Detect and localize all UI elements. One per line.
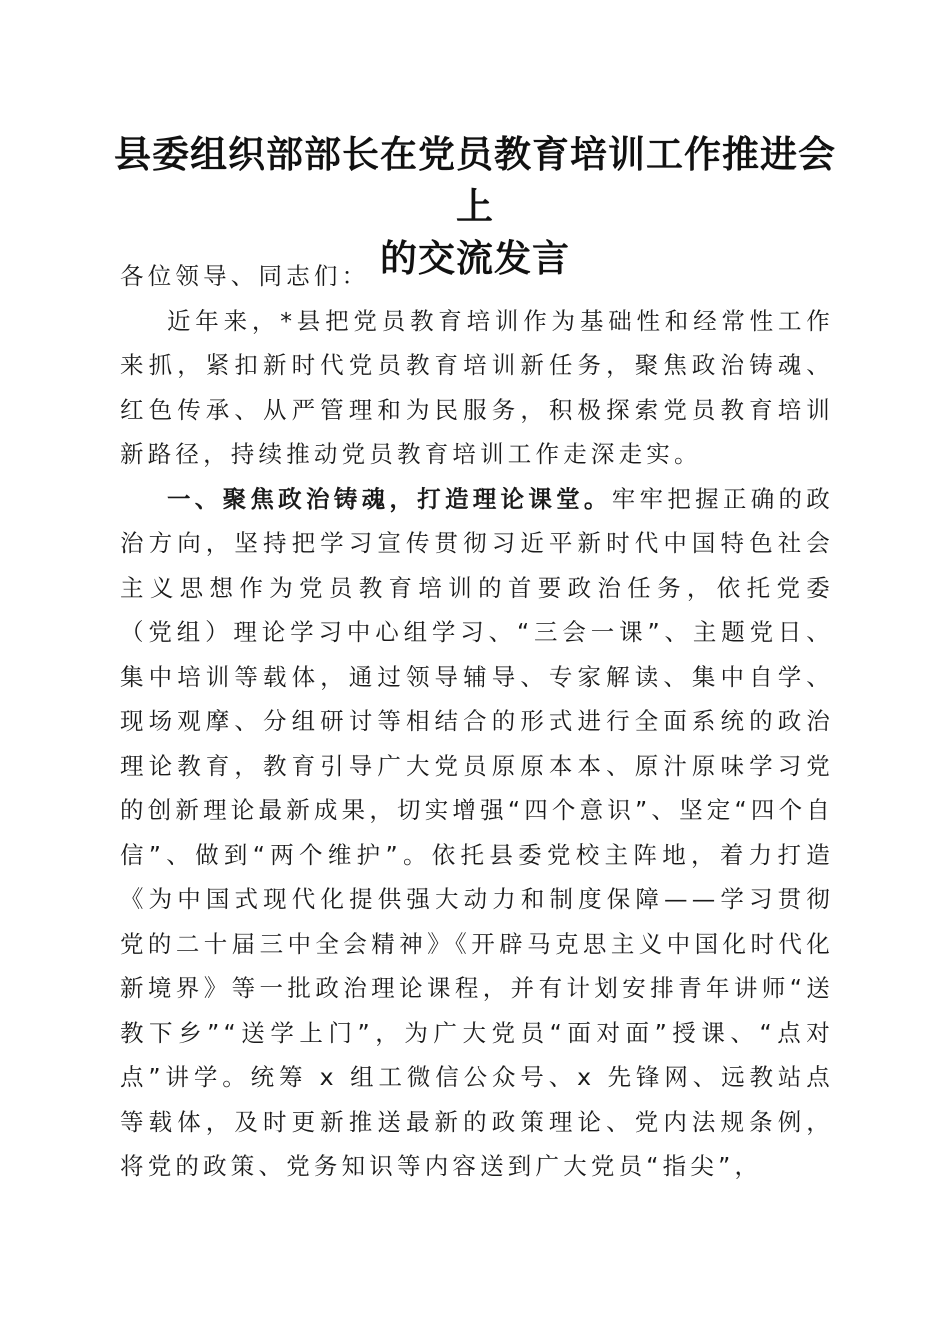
title-line-1: 县委组织部部长在党员教育培训工作推进会上 [114,132,836,228]
document-body [120,254,834,1189]
intro-paragraph: 近年来，*县把党员教育培训作为基础性和经常性工作来抓，紧扣新时代党员教育培训新任务，聚焦政治铸魂、红色传承、从严管理和为民服务，积极探索党员教育培训新路径，持续推动党员教育培训工作走深走实。 [120,306,834,468]
salutation: 各位领导、同志们： [120,262,370,290]
title-line-2: 的交流发言 [380,236,570,280]
section-1-paragraph [120,477,834,1189]
section-1-text: 牢牢把握正确的政治方向，坚持把学习宣传贯彻习近平新时代中国特色社会主义思想作为党员教育培训的首要政治任务，依托党委（党组）理论学习中心组学习、“三会一课”、主题党日、集中培训等载体，通过领导辅导、专家解读、集中自学、现场观摩、分组研讨等相结合的形式进行全面系统的政治理论教育，教育引导广大党员原原本本、原汁原味学习党的创新理论最新成果，切实增强“四个意识”、坚定“四个自信”、做到“两个维护”。依托县委党校主阵地，着力打造《为中国式现代化提供强大动力和制度保障——学习贯彻党的二十届三中全会精神》《开辟马克思主义中国化时代化新境界》等一批政治理论课程，并有计划安排青年讲师“送教下乡”“送学上门”，为广大党员“面对面”授课、“点对点”讲学。统筹 x 组工微信公众号、x 先锋网、远教站点等载体，及时更新推送最新的政策理论、党内法规条例，将党的政策、党务知识等内容送到广大党员“指尖”， [120,484,834,1180]
section-1-heading: 一、聚焦政治铸魂，打造理论课堂。 [167,484,612,513]
